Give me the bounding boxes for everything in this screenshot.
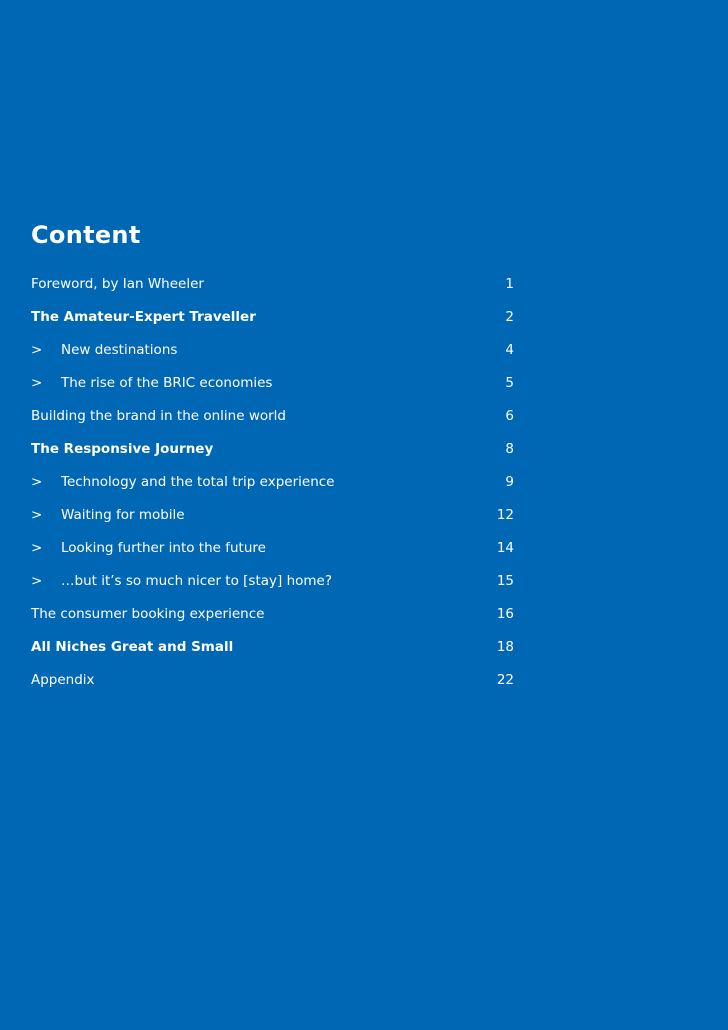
toc-entry-page: 8	[505, 441, 514, 457]
toc-entry-label: The consumer booking experience	[31, 606, 265, 622]
toc-entry-page: 5	[505, 375, 514, 391]
chevron-right-icon: >	[31, 342, 43, 358]
chevron-right-icon: >	[31, 507, 43, 523]
chevron-right-icon: >	[31, 375, 43, 391]
toc-entry-responsive-journey[interactable]	[31, 433, 514, 466]
chevron-right-icon: >	[31, 474, 43, 490]
toc-entry-technology-trip-experience[interactable]	[31, 466, 514, 499]
toc-entry-label: All Niches Great and Small	[31, 639, 234, 655]
toc-entry-appendix[interactable]	[31, 664, 514, 697]
toc-entry-waiting-for-mobile[interactable]	[31, 499, 514, 532]
toc-entry-new-destinations[interactable]	[31, 334, 514, 367]
chevron-right-icon: >	[31, 573, 43, 589]
toc-entry-label: Technology and the total trip experience	[61, 474, 335, 490]
page-title: Content	[31, 221, 141, 249]
toc-entry-label: Appendix	[31, 672, 95, 688]
toc-entry-label: The Responsive Journey	[31, 441, 214, 457]
toc-entry-label: Waiting for mobile	[61, 507, 185, 523]
toc-entry-page: 1	[505, 276, 514, 292]
toc-entry-label: New destinations	[61, 342, 178, 358]
toc-entry-all-niches[interactable]	[31, 631, 514, 664]
toc-entry-amateur-expert-traveller[interactable]	[31, 301, 514, 334]
toc-entry-page: 9	[505, 474, 514, 490]
toc-entry-foreword[interactable]	[31, 268, 514, 301]
toc-entry-looking-further[interactable]	[31, 532, 514, 565]
toc-entry-page: 12	[496, 507, 514, 523]
toc-entry-consumer-booking[interactable]	[31, 598, 514, 631]
toc-entry-page: 6	[505, 408, 514, 424]
toc-entry-label: The rise of the BRIC economies	[61, 375, 273, 391]
toc-entry-page: 15	[496, 573, 514, 589]
toc-entry-label: Foreword, by Ian Wheeler	[31, 276, 204, 292]
toc-entry-page: 2	[505, 309, 514, 325]
toc-entry-bric-economies[interactable]	[31, 367, 514, 400]
toc-entry-label: …but it’s so much nicer to [stay] home?	[61, 573, 333, 589]
toc-entry-page: 14	[496, 540, 514, 556]
toc-entry-page: 18	[496, 639, 514, 655]
toc-entry-label: Building the brand in the online world	[31, 408, 286, 424]
toc-entry-building-the-brand[interactable]	[31, 400, 514, 433]
toc-entry-stay-home[interactable]	[31, 565, 514, 598]
table-of-contents	[31, 268, 514, 697]
toc-entry-label: Looking further into the future	[61, 540, 266, 556]
toc-entry-page: 4	[505, 342, 514, 358]
toc-entry-label: The Amateur-Expert Traveller	[31, 309, 256, 325]
toc-entry-page: 22	[496, 672, 514, 688]
chevron-right-icon: >	[31, 540, 43, 556]
toc-entry-page: 16	[496, 606, 514, 622]
